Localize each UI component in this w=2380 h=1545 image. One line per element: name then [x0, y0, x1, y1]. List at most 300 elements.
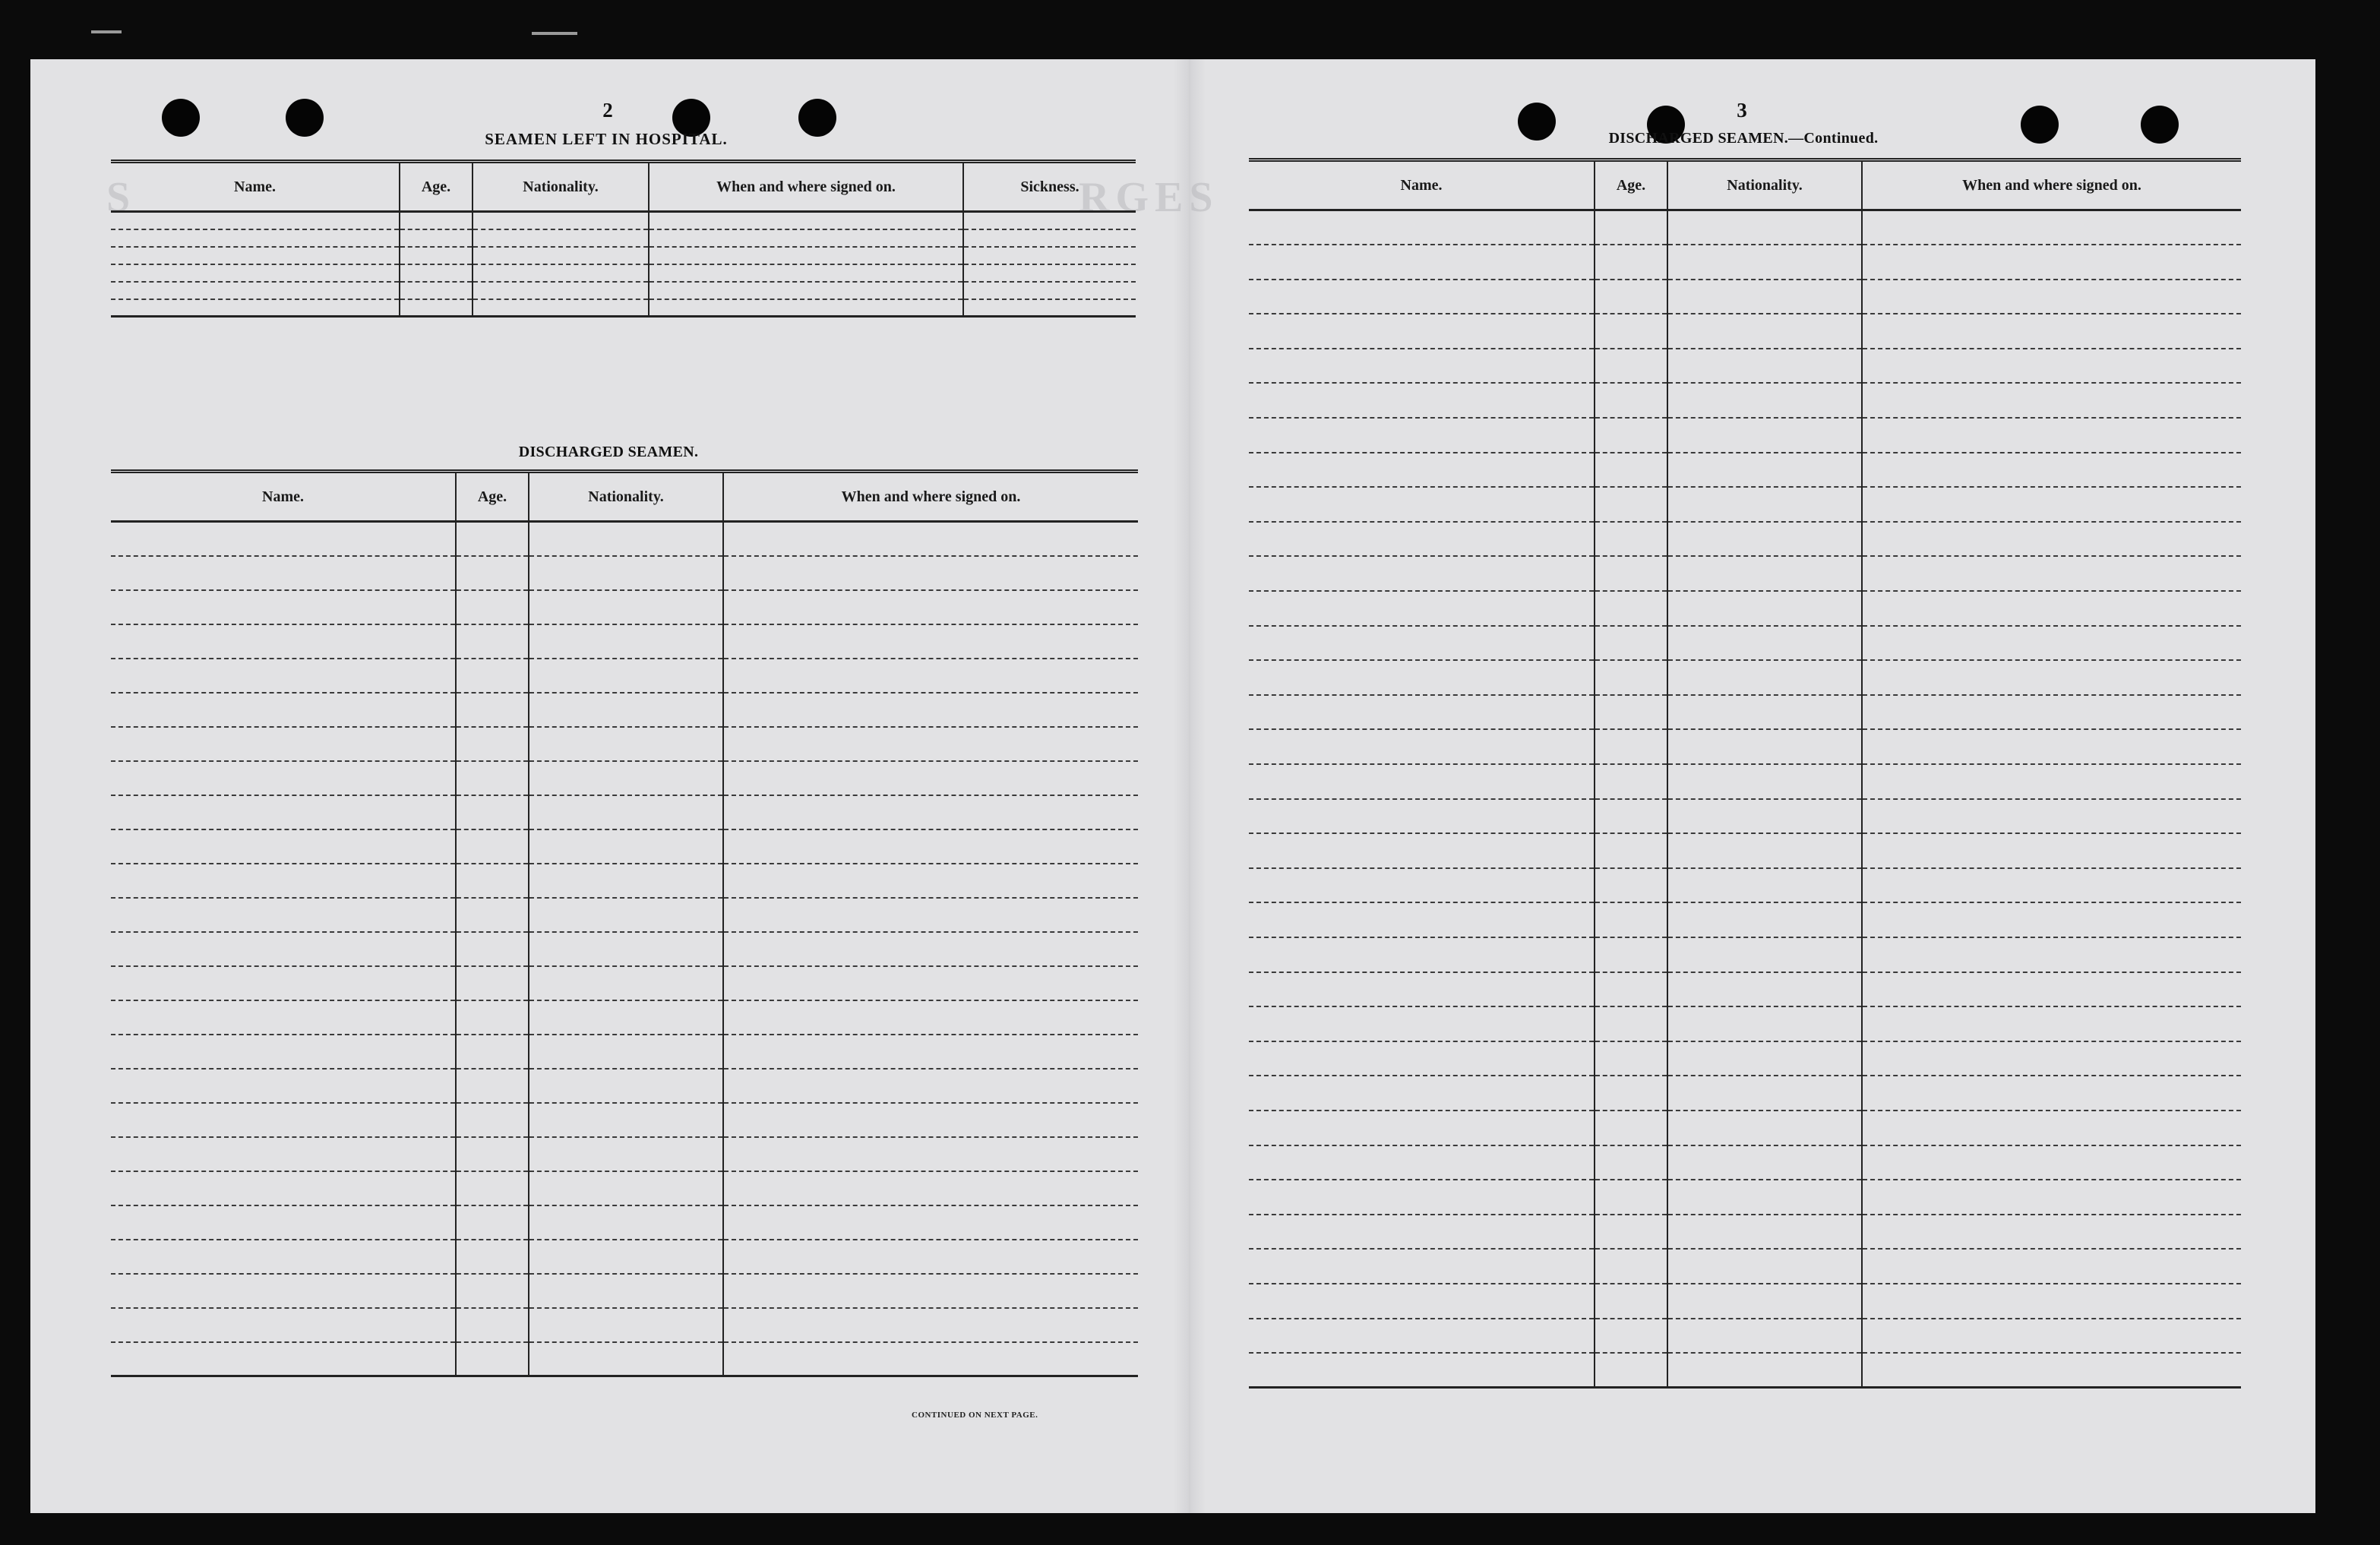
- blank-entry-cell: [111, 829, 456, 864]
- blank-entry-cell: [1862, 799, 2241, 834]
- blank-entry-cell: [1249, 1353, 1595, 1388]
- blank-entry-cell: [1862, 1006, 2241, 1041]
- blank-entry-cell: [723, 1137, 1138, 1171]
- blank-entry-cell: [111, 693, 456, 727]
- blank-entry-cell: [1667, 1353, 1862, 1388]
- blank-entry-cell: [723, 522, 1138, 556]
- blank-entry-cell: [963, 212, 1136, 229]
- blank-entry-cell: [1667, 314, 1862, 349]
- column-header-age: Age.: [1595, 160, 1667, 210]
- blank-entry-cell: [456, 829, 529, 864]
- blank-entry-cell: [649, 282, 963, 299]
- table-row: [1249, 799, 2241, 834]
- blank-entry-cell: [1249, 1145, 1595, 1180]
- blank-entry-cell: [529, 761, 723, 795]
- punch-hole: [2141, 106, 2179, 144]
- blank-entry-cell: [529, 522, 723, 556]
- blank-entry-cell: [1595, 1319, 1667, 1354]
- blank-entry-cell: [1667, 1180, 1862, 1215]
- blank-entry-cell: [723, 864, 1138, 898]
- blank-entry-cell: [1595, 522, 1667, 557]
- blank-entry-cell: [473, 264, 649, 282]
- blank-entry-cell: [1667, 1215, 1862, 1250]
- blank-entry-cell: [1862, 1180, 2241, 1215]
- table-row: [111, 1069, 1138, 1103]
- blank-entry-cell: [1862, 418, 2241, 453]
- table-row: [1249, 1353, 2241, 1388]
- blank-entry-cell: [1249, 1284, 1595, 1319]
- blank-entry-cell: [1595, 1284, 1667, 1319]
- page-number-right: 3: [1737, 99, 1747, 122]
- blank-entry-cell: [111, 795, 456, 829]
- blank-entry-cell: [723, 556, 1138, 590]
- blank-entry-cell: [1595, 695, 1667, 730]
- blank-entry-cell: [1667, 556, 1862, 591]
- blank-entry-cell: [1862, 1215, 2241, 1250]
- table-row: [111, 1103, 1138, 1137]
- blank-entry-cell: [1249, 833, 1595, 868]
- column-header-nationality: Nationality.: [473, 162, 649, 212]
- blank-entry-cell: [1249, 210, 1595, 245]
- blank-entry-cell: [456, 1171, 529, 1205]
- table-row: [1249, 764, 2241, 799]
- blank-entry-cell: [1862, 868, 2241, 903]
- table-row: [111, 1205, 1138, 1240]
- blank-entry-cell: [473, 282, 649, 299]
- blank-entry-cell: [1595, 1076, 1667, 1111]
- blank-entry-cell: [723, 1342, 1138, 1376]
- blank-entry-cell: [1667, 695, 1862, 730]
- blank-entry-cell: [456, 659, 529, 693]
- blank-entry-cell: [1595, 902, 1667, 937]
- blank-entry-cell: [1667, 522, 1862, 557]
- blank-entry-cell: [723, 898, 1138, 932]
- column-header-name: Name.: [111, 472, 456, 522]
- punch-hole: [286, 99, 324, 137]
- blank-entry-cell: [723, 1035, 1138, 1069]
- blank-entry-cell: [456, 1240, 529, 1274]
- table-row: [111, 693, 1138, 727]
- blank-entry-cell: [1667, 591, 1862, 626]
- discharged-table-right: [1249, 158, 2241, 1389]
- table-row: [111, 1308, 1138, 1342]
- blank-entry-cell: [456, 693, 529, 727]
- blank-entry-cell: [111, 864, 456, 898]
- table-row: [111, 264, 1136, 282]
- blank-entry-cell: [1595, 729, 1667, 764]
- blank-entry-cell: [1667, 487, 1862, 522]
- blank-entry-cell: [1595, 868, 1667, 903]
- table-row: [111, 247, 1136, 264]
- table-row: [1249, 245, 2241, 280]
- blank-entry-cell: [529, 1103, 723, 1137]
- blank-entry-cell: [1667, 868, 1862, 903]
- blank-entry-cell: [529, 659, 723, 693]
- blank-entry-cell: [1862, 972, 2241, 1007]
- blank-entry-cell: [963, 282, 1136, 299]
- blank-entry-cell: [1862, 1353, 2241, 1388]
- blank-entry-cell: [1595, 1145, 1667, 1180]
- blank-entry-cell: [1249, 1006, 1595, 1041]
- blank-entry-cell: [1862, 522, 2241, 557]
- blank-entry-cell: [1862, 1111, 2241, 1145]
- blank-entry-cell: [963, 229, 1136, 247]
- blank-entry-cell: [1667, 1076, 1862, 1111]
- blank-entry-cell: [1249, 314, 1595, 349]
- blank-entry-cell: [1667, 1111, 1862, 1145]
- blank-entry-cell: [1595, 764, 1667, 799]
- blank-entry-cell: [111, 727, 456, 761]
- blank-entry-cell: [1595, 833, 1667, 868]
- table-row: [111, 1171, 1138, 1205]
- blank-entry-cell: [456, 1103, 529, 1137]
- blank-entry-cell: [1862, 487, 2241, 522]
- blank-entry-cell: [723, 1240, 1138, 1274]
- blank-entry-cell: [1249, 729, 1595, 764]
- blank-entry-cell: [1862, 937, 2241, 972]
- blank-entry-cell: [723, 795, 1138, 829]
- blank-entry-cell: [1862, 383, 2241, 418]
- table-row: [111, 282, 1136, 299]
- blank-entry-cell: [1667, 280, 1862, 314]
- table-row: [1249, 210, 2241, 245]
- blank-entry-cell: [456, 898, 529, 932]
- blank-entry-cell: [1249, 1215, 1595, 1250]
- table-row: [1249, 1215, 2241, 1250]
- blank-entry-cell: [723, 829, 1138, 864]
- blank-entry-cell: [529, 590, 723, 624]
- blank-entry-cell: [723, 624, 1138, 659]
- blank-entry-cell: [1862, 1145, 2241, 1180]
- blank-entry-cell: [1249, 695, 1595, 730]
- hospital-section-title: SEAMEN LEFT IN HOSPITAL.: [485, 130, 728, 148]
- blank-entry-cell: [456, 590, 529, 624]
- blank-entry-cell: [529, 1205, 723, 1240]
- column-header-name: Name.: [1249, 160, 1595, 210]
- blank-entry-cell: [1667, 349, 1862, 384]
- blank-entry-cell: [111, 1240, 456, 1274]
- table-row: [111, 727, 1138, 761]
- discharged-continued-title: DISCHARGED SEAMEN.—Continued.: [1608, 130, 1879, 147]
- blank-entry-cell: [723, 590, 1138, 624]
- table-row: [111, 1035, 1138, 1069]
- blank-entry-cell: [1862, 280, 2241, 314]
- blank-entry-cell: [456, 864, 529, 898]
- blank-entry-cell: [400, 299, 473, 317]
- blank-entry-cell: [1862, 729, 2241, 764]
- blank-entry-cell: [529, 1171, 723, 1205]
- blank-entry-cell: [456, 1000, 529, 1035]
- blank-entry-cell: [1595, 591, 1667, 626]
- table-row: [1249, 1284, 2241, 1319]
- table-row: [1249, 383, 2241, 418]
- column-header-age: Age.: [400, 162, 473, 212]
- blank-entry-cell: [111, 932, 456, 966]
- blank-entry-cell: [1249, 1111, 1595, 1145]
- blank-entry-cell: [1862, 1249, 2241, 1284]
- blank-entry-cell: [1667, 937, 1862, 972]
- blank-entry-cell: [400, 264, 473, 282]
- blank-entry-cell: [1249, 799, 1595, 834]
- column-header-nationality: Nationality.: [1667, 160, 1862, 210]
- table-row: [111, 1000, 1138, 1035]
- table-row: [1249, 556, 2241, 591]
- blank-entry-cell: [1249, 522, 1595, 557]
- blank-entry-cell: [111, 1342, 456, 1376]
- table-row: [111, 659, 1138, 693]
- column-header-nationality: Nationality.: [529, 472, 723, 522]
- discharged-rows-right: [1249, 210, 2241, 1388]
- blank-entry-cell: [1595, 1215, 1667, 1250]
- table-row: [1249, 280, 2241, 314]
- blank-entry-cell: [1862, 695, 2241, 730]
- blank-entry-cell: [529, 966, 723, 1000]
- blank-entry-cell: [1667, 1145, 1862, 1180]
- blank-entry-cell: [723, 1103, 1138, 1137]
- blank-entry-cell: [1249, 1180, 1595, 1215]
- table-row: [111, 299, 1136, 317]
- blank-entry-cell: [723, 693, 1138, 727]
- blank-entry-cell: [1862, 1319, 2241, 1354]
- table-row: [1249, 349, 2241, 384]
- blank-entry-cell: [111, 761, 456, 795]
- blank-entry-cell: [1249, 972, 1595, 1007]
- blank-entry-cell: [1595, 280, 1667, 314]
- blank-entry-cell: [1667, 383, 1862, 418]
- blank-entry-cell: [456, 556, 529, 590]
- blank-entry-cell: [529, 1000, 723, 1035]
- table-row: [1249, 453, 2241, 488]
- blank-entry-cell: [111, 898, 456, 932]
- table-row: [1249, 1041, 2241, 1076]
- blank-entry-cell: [529, 727, 723, 761]
- table-row: [1249, 626, 2241, 661]
- blank-entry-cell: [1667, 972, 1862, 1007]
- blank-entry-cell: [1249, 1249, 1595, 1284]
- table-row: [111, 624, 1138, 659]
- blank-entry-cell: [723, 1000, 1138, 1035]
- blank-entry-cell: [529, 1308, 723, 1342]
- blank-entry-cell: [529, 1342, 723, 1376]
- table-row: [1249, 695, 2241, 730]
- blank-entry-cell: [111, 624, 456, 659]
- blank-entry-cell: [456, 1035, 529, 1069]
- discharged-continued-header-row: [1249, 160, 2241, 210]
- blank-entry-cell: [1249, 383, 1595, 418]
- page-number-left: 2: [602, 99, 613, 122]
- blank-entry-cell: [111, 522, 456, 556]
- table-row: [1249, 1180, 2241, 1215]
- blank-entry-cell: [1595, 937, 1667, 972]
- blank-entry-cell: [529, 795, 723, 829]
- blank-entry-cell: [1249, 418, 1595, 453]
- blank-entry-cell: [1595, 210, 1667, 245]
- table-row: [1249, 937, 2241, 972]
- blank-entry-cell: [456, 1205, 529, 1240]
- blank-entry-cell: [1667, 418, 1862, 453]
- blank-entry-cell: [1862, 591, 2241, 626]
- blank-entry-cell: [1667, 729, 1862, 764]
- hospital-table: [111, 160, 1136, 318]
- hospital-rows: [111, 212, 1136, 317]
- table-row: [1249, 868, 2241, 903]
- blank-entry-cell: [723, 659, 1138, 693]
- blank-entry-cell: [111, 282, 400, 299]
- blank-entry-cell: [1249, 660, 1595, 695]
- table-row: [1249, 660, 2241, 695]
- blank-entry-cell: [1249, 1319, 1595, 1354]
- blank-entry-cell: [1862, 1076, 2241, 1111]
- blank-entry-cell: [473, 299, 649, 317]
- blank-entry-cell: [529, 1035, 723, 1069]
- column-header-age: Age.: [456, 472, 529, 522]
- blank-entry-cell: [456, 795, 529, 829]
- table-row: [111, 898, 1138, 932]
- table-row: [1249, 1249, 2241, 1284]
- table-row: [1249, 314, 2241, 349]
- blank-entry-cell: [1595, 556, 1667, 591]
- document-sheet: [30, 59, 2315, 1513]
- blank-entry-cell: [529, 1137, 723, 1171]
- blank-entry-cell: [456, 1308, 529, 1342]
- blank-entry-cell: [473, 247, 649, 264]
- blank-entry-cell: [111, 299, 400, 317]
- blank-entry-cell: [1595, 799, 1667, 834]
- blank-entry-cell: [529, 693, 723, 727]
- blank-entry-cell: [1667, 626, 1862, 661]
- blank-entry-cell: [473, 229, 649, 247]
- blank-entry-cell: [1862, 1041, 2241, 1076]
- blank-entry-cell: [111, 1000, 456, 1035]
- blank-entry-cell: [649, 212, 963, 229]
- table-row: [1249, 1076, 2241, 1111]
- table-row: [111, 1137, 1138, 1171]
- blank-entry-cell: [1667, 660, 1862, 695]
- table-row: [111, 864, 1138, 898]
- blank-entry-cell: [400, 212, 473, 229]
- table-row: [1249, 1111, 2241, 1145]
- blank-entry-cell: [1862, 453, 2241, 488]
- blank-entry-cell: [723, 1205, 1138, 1240]
- blank-entry-cell: [1249, 591, 1595, 626]
- blank-entry-cell: [723, 1308, 1138, 1342]
- blank-entry-cell: [1862, 902, 2241, 937]
- discharged-header-row: [111, 472, 1138, 522]
- table-row: [1249, 1006, 2241, 1041]
- blank-entry-cell: [111, 1035, 456, 1069]
- blank-entry-cell: [1249, 487, 1595, 522]
- page-fold: [1174, 59, 1206, 1513]
- blank-entry-cell: [529, 624, 723, 659]
- blank-entry-cell: [723, 966, 1138, 1000]
- punch-hole: [2021, 106, 2059, 144]
- blank-entry-cell: [1862, 210, 2241, 245]
- blank-entry-cell: [456, 1342, 529, 1376]
- scan-artifact: [532, 32, 577, 35]
- blank-entry-cell: [1249, 556, 1595, 591]
- blank-entry-cell: [1249, 349, 1595, 384]
- blank-entry-cell: [111, 1308, 456, 1342]
- table-row: [1249, 522, 2241, 557]
- discharged-table-left: [111, 469, 1138, 1377]
- blank-entry-cell: [1862, 314, 2241, 349]
- blank-entry-cell: [723, 1171, 1138, 1205]
- blank-entry-cell: [1667, 1041, 1862, 1076]
- blank-entry-cell: [1595, 418, 1667, 453]
- blank-entry-cell: [456, 1137, 529, 1171]
- blank-entry-cell: [963, 247, 1136, 264]
- blank-entry-cell: [723, 727, 1138, 761]
- table-row: [1249, 1319, 2241, 1354]
- blank-entry-cell: [111, 229, 400, 247]
- table-row: [111, 556, 1138, 590]
- blank-entry-cell: [456, 522, 529, 556]
- blank-entry-cell: [723, 761, 1138, 795]
- blank-entry-cell: [529, 864, 723, 898]
- table-row: [1249, 487, 2241, 522]
- blank-entry-cell: [456, 727, 529, 761]
- blank-entry-cell: [456, 966, 529, 1000]
- column-header-signed-on: When and where signed on.: [723, 472, 1138, 522]
- bleed-through-text: RGES: [1079, 174, 1219, 221]
- table-row: [111, 522, 1138, 556]
- blank-entry-cell: [1249, 1041, 1595, 1076]
- blank-entry-cell: [1862, 626, 2241, 661]
- table-row: [111, 1274, 1138, 1308]
- scan-artifact: [91, 30, 122, 33]
- blank-entry-cell: [111, 1205, 456, 1240]
- blank-entry-cell: [529, 932, 723, 966]
- blank-entry-cell: [1595, 972, 1667, 1007]
- hospital-header-row: [111, 162, 1136, 212]
- blank-entry-cell: [1595, 1249, 1667, 1284]
- blank-entry-cell: [723, 932, 1138, 966]
- blank-entry-cell: [529, 898, 723, 932]
- blank-entry-cell: [529, 829, 723, 864]
- blank-entry-cell: [456, 1274, 529, 1308]
- blank-entry-cell: [1595, 383, 1667, 418]
- blank-entry-cell: [1249, 868, 1595, 903]
- table-row: [111, 212, 1136, 229]
- blank-entry-cell: [1595, 349, 1667, 384]
- blank-entry-cell: [111, 1274, 456, 1308]
- blank-entry-cell: [1249, 764, 1595, 799]
- punch-hole: [798, 99, 836, 137]
- blank-entry-cell: [529, 1274, 723, 1308]
- blank-entry-cell: [649, 247, 963, 264]
- blank-entry-cell: [1249, 280, 1595, 314]
- blank-entry-cell: [1595, 1180, 1667, 1215]
- discharged-rows-left: [111, 522, 1138, 1376]
- blank-entry-cell: [1249, 1076, 1595, 1111]
- blank-entry-cell: [1667, 1006, 1862, 1041]
- bleed-through-text: S: [106, 174, 137, 221]
- blank-entry-cell: [456, 1069, 529, 1103]
- blank-entry-cell: [1595, 1041, 1667, 1076]
- blank-entry-cell: [111, 556, 456, 590]
- table-row: [1249, 591, 2241, 626]
- continued-note: CONTINUED ON NEXT PAGE.: [912, 1411, 1038, 1420]
- blank-entry-cell: [111, 590, 456, 624]
- table-row: [111, 795, 1138, 829]
- table-row: [111, 1342, 1138, 1376]
- blank-entry-cell: [649, 229, 963, 247]
- blank-entry-cell: [456, 624, 529, 659]
- blank-entry-cell: [649, 299, 963, 317]
- blank-entry-cell: [1595, 453, 1667, 488]
- blank-entry-cell: [649, 264, 963, 282]
- blank-entry-cell: [1249, 626, 1595, 661]
